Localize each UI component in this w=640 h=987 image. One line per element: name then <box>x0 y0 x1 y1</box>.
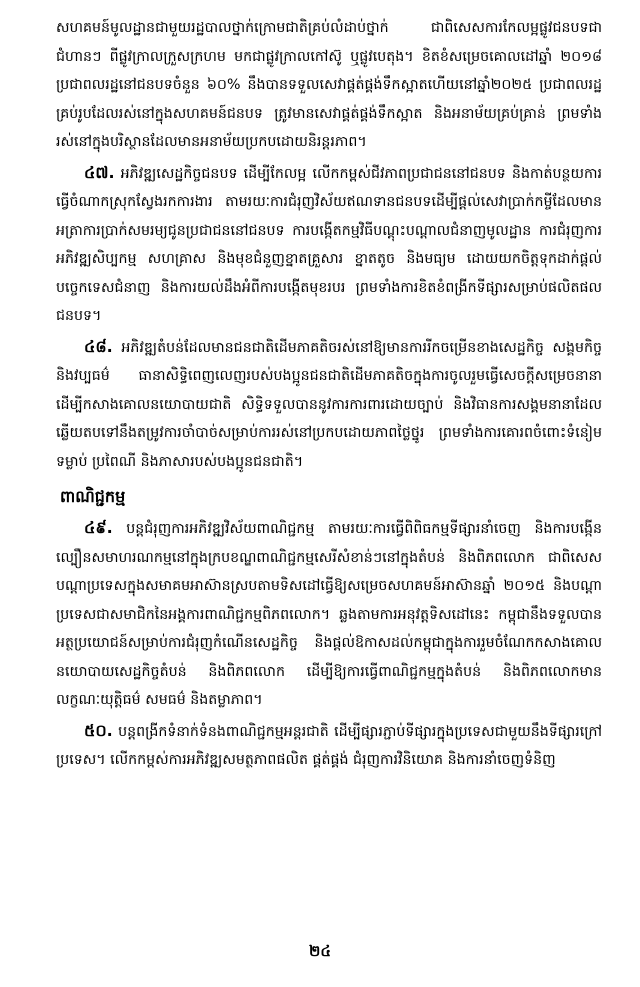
paragraph-48 <box>56 333 602 477</box>
paragraph-text: សហគមន៍មូលដ្ឋានជាមួយរដ្ឋបាលថ្នាក់ក្រោមជាតិគ្រប់លំដាប់ថ្នាក់ ជាពិសេសការកែលម្អផ្លូវជនបទជាជំហានៗ ពីផ្លូវក្រាលក្រួសក្រហម មកជាផ្លូវក្រាលកៅស៊ូ ឬផ្លូវបេតុង។ ខិតខំសម្រេចគោលដៅឆ្នាំ ២០១៨ ប្រជាពលរដ្ឋនៅជនបទចំនួន ៦០% នឹងបានទទួលសេវាផ្គត់ផ្គង់ទឹកស្អាតហើយនៅឆ្នាំ២០២៥ ប្រជាពលរដ្ឋគ្រប់រូបដែលរស់នៅក្នុងសហគមន៍ជនបទ ត្រូវមានសេវាផ្គត់ផ្គង់ទឹកស្អាត និងអនាម័យគ្រប់គ្រាន់ ព្រមទាំងរស់នៅក្នុងបរិស្ថានដែលមានអនាម័យប្រកបដោយនិរន្តរភាព។ <box>56 20 602 150</box>
paragraph-number: ៥០. <box>84 720 113 740</box>
paragraph-number: ៤៩. <box>84 518 113 537</box>
paragraph-50 <box>56 717 602 775</box>
paragraph-continuation <box>56 14 602 157</box>
paragraph-47 <box>56 159 602 331</box>
paragraph-text: បន្តជំរុញការអភិវឌ្ឍវិស័យពាណិជ្ជកម្ម តាមរយៈការធ្វើពិពិធកម្មទីផ្សារនាំចេញ និងការបង្កើនល្បឿនសមាហរណកម្មនៅក្នុងក្របខណ្ឌពាណិជ្ជកម្មសេរីសំខាន់ៗនៅក្នុងតំបន់ និងពិភពលោក ជាពិសេសបណ្តាប្រទេសក្នុងសមាគមអាស៊ានស្របតាមទិសដៅធ្វើឱ្យសម្រេចសហគមន៍អាស៊ានឆ្នាំ ២០១៥ និងបណ្តាប្រទេសជាសមាជិកនៃអង្គការពាណិជ្ជកម្មពិភពលោក។ ឆ្លងតាមការអនុវត្តទិសដៅនេះ កម្ពុជានឹងទទួលបានអត្ថប្រយោជន៍សម្រាប់ការជំរុញកំណើនសេដ្ឋកិច្ច និងផ្តល់ឱកាសដល់កម្ពុជាក្នុងការរួមចំណែកកសាងគោលនយោបាយសេដ្ឋកិច្ចតំបន់ និងពិភពលោក ដើម្បីឱ្យការធ្វើពាណិជ្ជកម្មក្នុងតំបន់ និងពិភពលោកមានលក្ខណៈយុត្តិធម៌ សមធម៌ និងតម្លាភាព។ <box>56 521 602 708</box>
paragraph-text: អភិវឌ្ឍសេដ្ឋកិច្ចជនបទ ដើម្បីកែលម្អ លើកកម្ពស់ជីវភាពប្រជាជននៅជនបទ និងកាត់បន្ថយការធ្វើចំណាកស្រុកស្វែងរកការងារ តាមរយៈការជំរុញវិស័យឥណទានជនបទដើម្បីផ្តល់សេវាប្រាក់កម្ចីដែលមានអត្រាការប្រាក់សមរម្យជូនប្រជាជននៅជនបទ ការបង្កើតកម្មវិធីបណ្តុះបណ្តាលជំនាញមូលដ្ឋាន ការជំរុញការអភិវឌ្ឍសិប្បកម្ម សហគ្រាស និងមុខជំនួញខ្នាតគ្រួសារ ខ្នាតតូច និងមធ្យម ដោយយកចិត្តទុកដាក់ផ្តល់បច្ចេកទេសជំនាញ និងការយល់ដឹងអំពីការបង្កើតមុខរបរ ព្រមទាំងការខិតខំពង្រីកទីផ្សារសម្រាប់ផលិតផលជនបទ។ <box>56 165 602 324</box>
paragraph-text: បន្តពង្រីកទំនាក់ទំនងពាណិជ្ជកម្មអន្តរជាតិ ដើម្បីផ្សារភ្ជាប់ទីផ្សារក្នុងប្រទេសជាមួយនឹងទីផ្សារក្រៅប្រទេស។ លើកកម្ពស់ការអភិវឌ្ឍសមត្ថភាពផលិត ផ្គត់ផ្គង់ ជំរុញការវិនិយោគ និងការនាំចេញទំនិញ <box>56 723 602 768</box>
paragraph-49 <box>56 514 602 715</box>
document-page <box>56 14 602 974</box>
page-number: ២៤ <box>309 942 331 960</box>
paragraph-number: ៤៧. <box>84 162 115 182</box>
paragraph-number: ៤៨. <box>84 336 113 356</box>
section-heading: ពាណិជ្ជកម្ម <box>60 487 126 506</box>
paragraph-text: អភិវឌ្ឍតំបន់ដែលមានជនជាតិដើមភាគតិចរស់នៅឱ្យមានការរីកចម្រើនខាងសេដ្ឋកិច្ច សង្គមកិច្ច និងវប្បធម៌ ធានាសិទ្ធិពេញលេញរបស់បងប្អូនជនជាតិដើមភាគតិចក្នុងការចូលរួមធ្វើសេចក្តីសម្រេចនានា ដើម្បីកសាងគោលនយោបាយជាតិ សិទ្ធិទទួលបាននូវការការពារដោយច្បាប់ និងវិធានការសង្គមនានាដែលឆ្លើយតបទៅនឹងតម្រូវការចាំបាច់សម្រាប់ការរស់នៅប្រកបដោយភាពថ្លៃថ្នូរ ព្រមទាំងការគោរពចំពោះទំនៀមទម្លាប់ ប្រពៃណី និងភាសារបស់បងប្អូនជនជាតិ។ <box>56 339 603 470</box>
